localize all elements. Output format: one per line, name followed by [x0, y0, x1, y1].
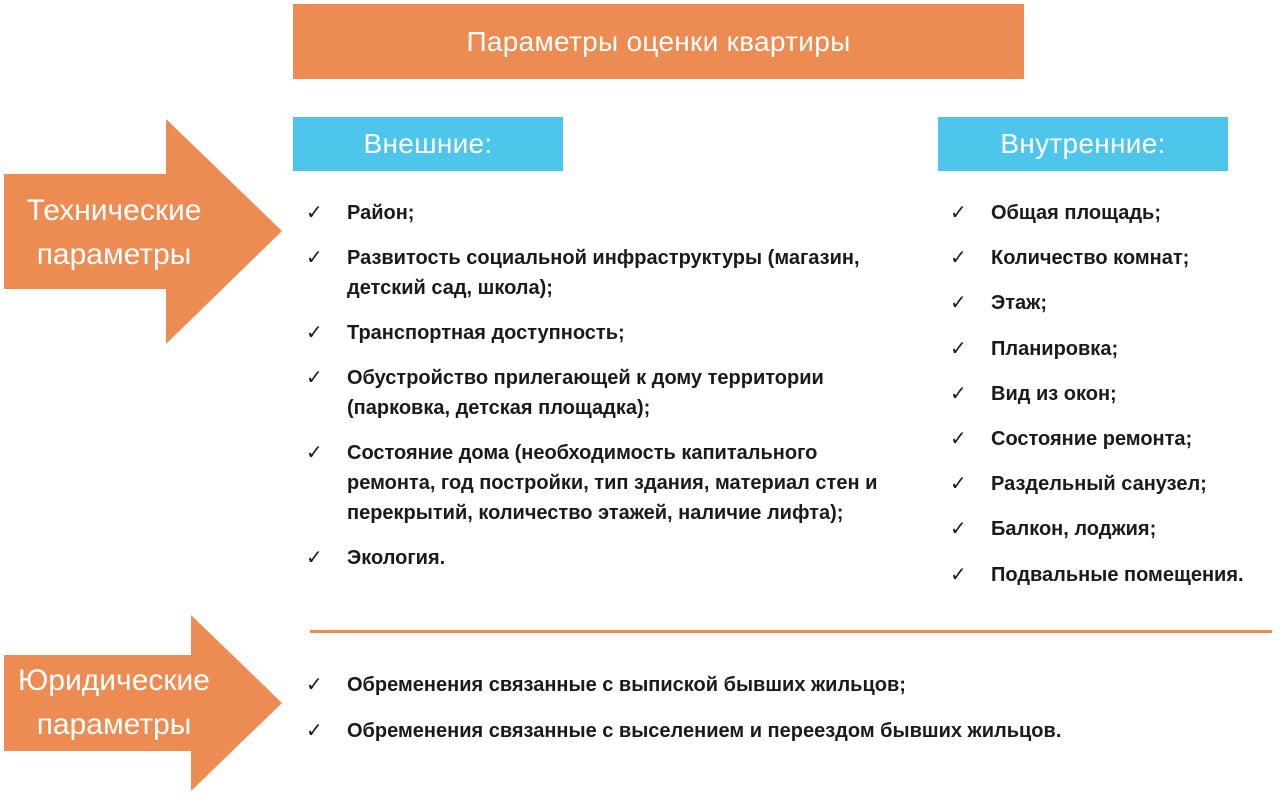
list-item-text: Планировка; [991, 337, 1119, 360]
list-item [950, 424, 1280, 454]
list-item [950, 243, 1280, 273]
technical-parameters-label [4, 189, 224, 277]
diagram-title [293, 4, 1024, 79]
internal-column-header [938, 117, 1228, 171]
diagram-title-text: Параметры оценки квартиры [466, 25, 851, 57]
list-item [306, 716, 1266, 746]
list-item-text: Район; [347, 202, 415, 224]
external-header-text: Внешние: [363, 128, 493, 159]
check-icon: ✓ [306, 442, 323, 464]
check-icon: ✓ [950, 292, 967, 315]
list-item [950, 198, 1280, 228]
internal-header-text: Внутренние: [1000, 128, 1166, 159]
list-item [950, 514, 1280, 544]
list-item [950, 288, 1280, 318]
external-column-header [293, 117, 563, 171]
list-item-text: Развитость социальной инфраструктуры (магазин, детский сад, школа); [347, 247, 860, 299]
list-item [306, 438, 906, 528]
check-icon: ✓ [950, 518, 967, 541]
list-item-text: Обременения связанные с выпиской бывших жильцов; [347, 674, 906, 696]
list-item [306, 670, 1266, 700]
list-item [306, 363, 906, 423]
list-item-text: Состояние ремонта; [991, 427, 1193, 450]
list-item-text: Экология. [347, 547, 446, 569]
list-item-text: Количество комнат; [991, 247, 1190, 270]
legal-label-line: параметры [36, 708, 192, 741]
list-item [306, 318, 906, 348]
check-icon: ✓ [950, 337, 967, 360]
check-icon: ✓ [950, 382, 967, 405]
internal-parameters-list [950, 198, 1280, 605]
list-item [950, 379, 1280, 409]
list-item-text: Обременения связанные с выселением и переездом бывших жильцов. [347, 720, 1062, 742]
list-item-text: Балкон, лоджия; [991, 518, 1157, 541]
legal-parameters-list [306, 670, 1266, 762]
check-icon: ✓ [950, 473, 967, 496]
check-icon: ✓ [950, 427, 967, 450]
list-item [306, 198, 906, 228]
technical-label-line: Технические [26, 194, 202, 227]
list-item-text: Подвальные помещения. [991, 563, 1244, 586]
list-item [950, 334, 1280, 364]
legal-parameters-arrow [4, 615, 282, 791]
check-icon: ✓ [950, 247, 967, 270]
check-icon: ✓ [306, 547, 323, 569]
list-item-text: Обустройство прилегающей к дому территории (парковка, детская площадка); [347, 367, 824, 419]
list-item [950, 469, 1280, 499]
check-icon: ✓ [950, 202, 967, 224]
list-item [306, 543, 906, 573]
technical-label-line: параметры [36, 238, 192, 271]
check-icon: ✓ [306, 674, 323, 696]
list-item [950, 560, 1280, 590]
legal-label-line: Юридические [18, 664, 210, 697]
check-icon: ✓ [306, 202, 323, 224]
check-icon: ✓ [306, 720, 323, 742]
section-divider [310, 630, 1272, 633]
list-item-text: Раздельный санузел; [991, 473, 1207, 496]
external-parameters-list [306, 198, 906, 588]
list-item-text: Общая площадь; [991, 202, 1162, 224]
list-item [306, 243, 906, 303]
check-icon: ✓ [306, 322, 323, 344]
list-item-text: Транспортная доступность; [347, 322, 625, 344]
check-icon: ✓ [306, 247, 323, 269]
list-item-text: Этаж; [991, 292, 1047, 315]
check-icon: ✓ [950, 563, 967, 586]
list-item-text: Вид из окон; [991, 382, 1117, 405]
technical-parameters-arrow [4, 119, 282, 344]
check-icon: ✓ [306, 367, 323, 389]
legal-parameters-label [4, 659, 224, 747]
list-item-text: Состояние дома (необходимость капитального ремонта, год постройки, тип здания, материал стен и перекрытий, количество этажей, наличие лифта); [347, 442, 878, 524]
